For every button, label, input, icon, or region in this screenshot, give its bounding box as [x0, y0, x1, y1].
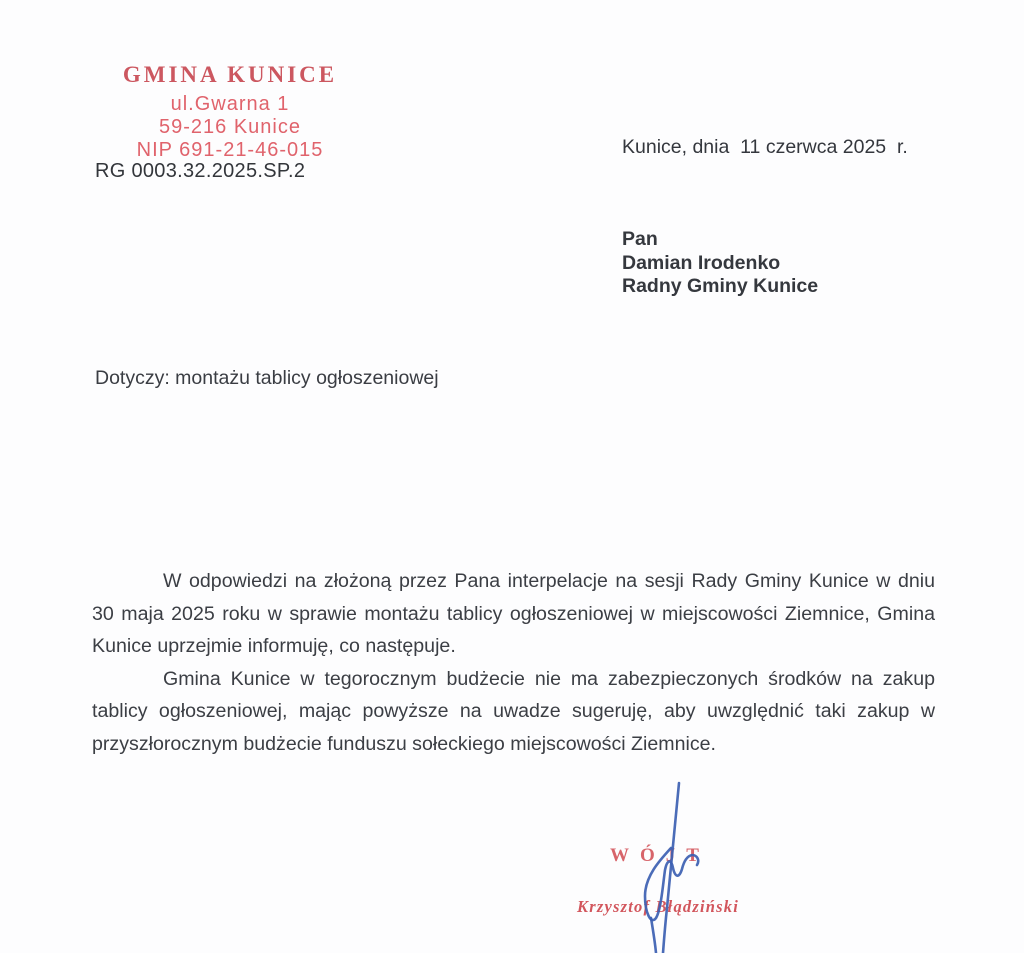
- body-paragraph-2: Gmina Kunice w tegorocznym budżecie nie ma zabezpieczonych środków na zakup tablicy ogłoszeniowej, mając powyższe na uwadze sugeruję, aby uwzględnić taki zakup w przyszłorocznym budżecie funduszu sołeckiego miejscowości Ziemnice.: [92, 667, 935, 755]
- letter-body: [92, 565, 935, 761]
- stamp-address-line2: 59-216 Kunice: [159, 116, 301, 138]
- body-paragraph-1: W odpowiedzi na złożoną przez Pana interpelacje na sesji Rady Gminy Kunice w dniu 30 maja 2025 roku w sprawie montażu tablicy ogłoszeniowej w miejscowości Ziemnice, Gmina Kunice uprzejmie informuję, co następuje.: [92, 570, 935, 658]
- reference-number: RG 0003.32.2025.SP.2: [95, 160, 306, 182]
- stamp-nip: NIP 691-21-46-015: [136, 139, 324, 161]
- stamp-address-line1: ul.Gwarna 1: [170, 93, 290, 115]
- recipient-title: Radny Gminy Kunice: [622, 275, 819, 297]
- municipality-stamp: [100, 62, 360, 162]
- stamp-org-name: GMINA KUNICE: [122, 62, 338, 87]
- signature-name-stamp: Krzysztof Błądziński: [577, 897, 739, 916]
- signature-role-stamp: WÓJT: [610, 845, 710, 866]
- subject-line: Dotyczy: montażu tablicy ogłoszeniowej: [95, 367, 439, 389]
- recipient-name: Damian Irodenko: [622, 251, 781, 274]
- recipient-block: [622, 228, 818, 299]
- dateline: Kunice, dnia 11 czerwca 2025 r.: [622, 136, 908, 158]
- recipient-salutation: Pan: [622, 228, 658, 250]
- handwritten-signature-icon: [555, 778, 805, 953]
